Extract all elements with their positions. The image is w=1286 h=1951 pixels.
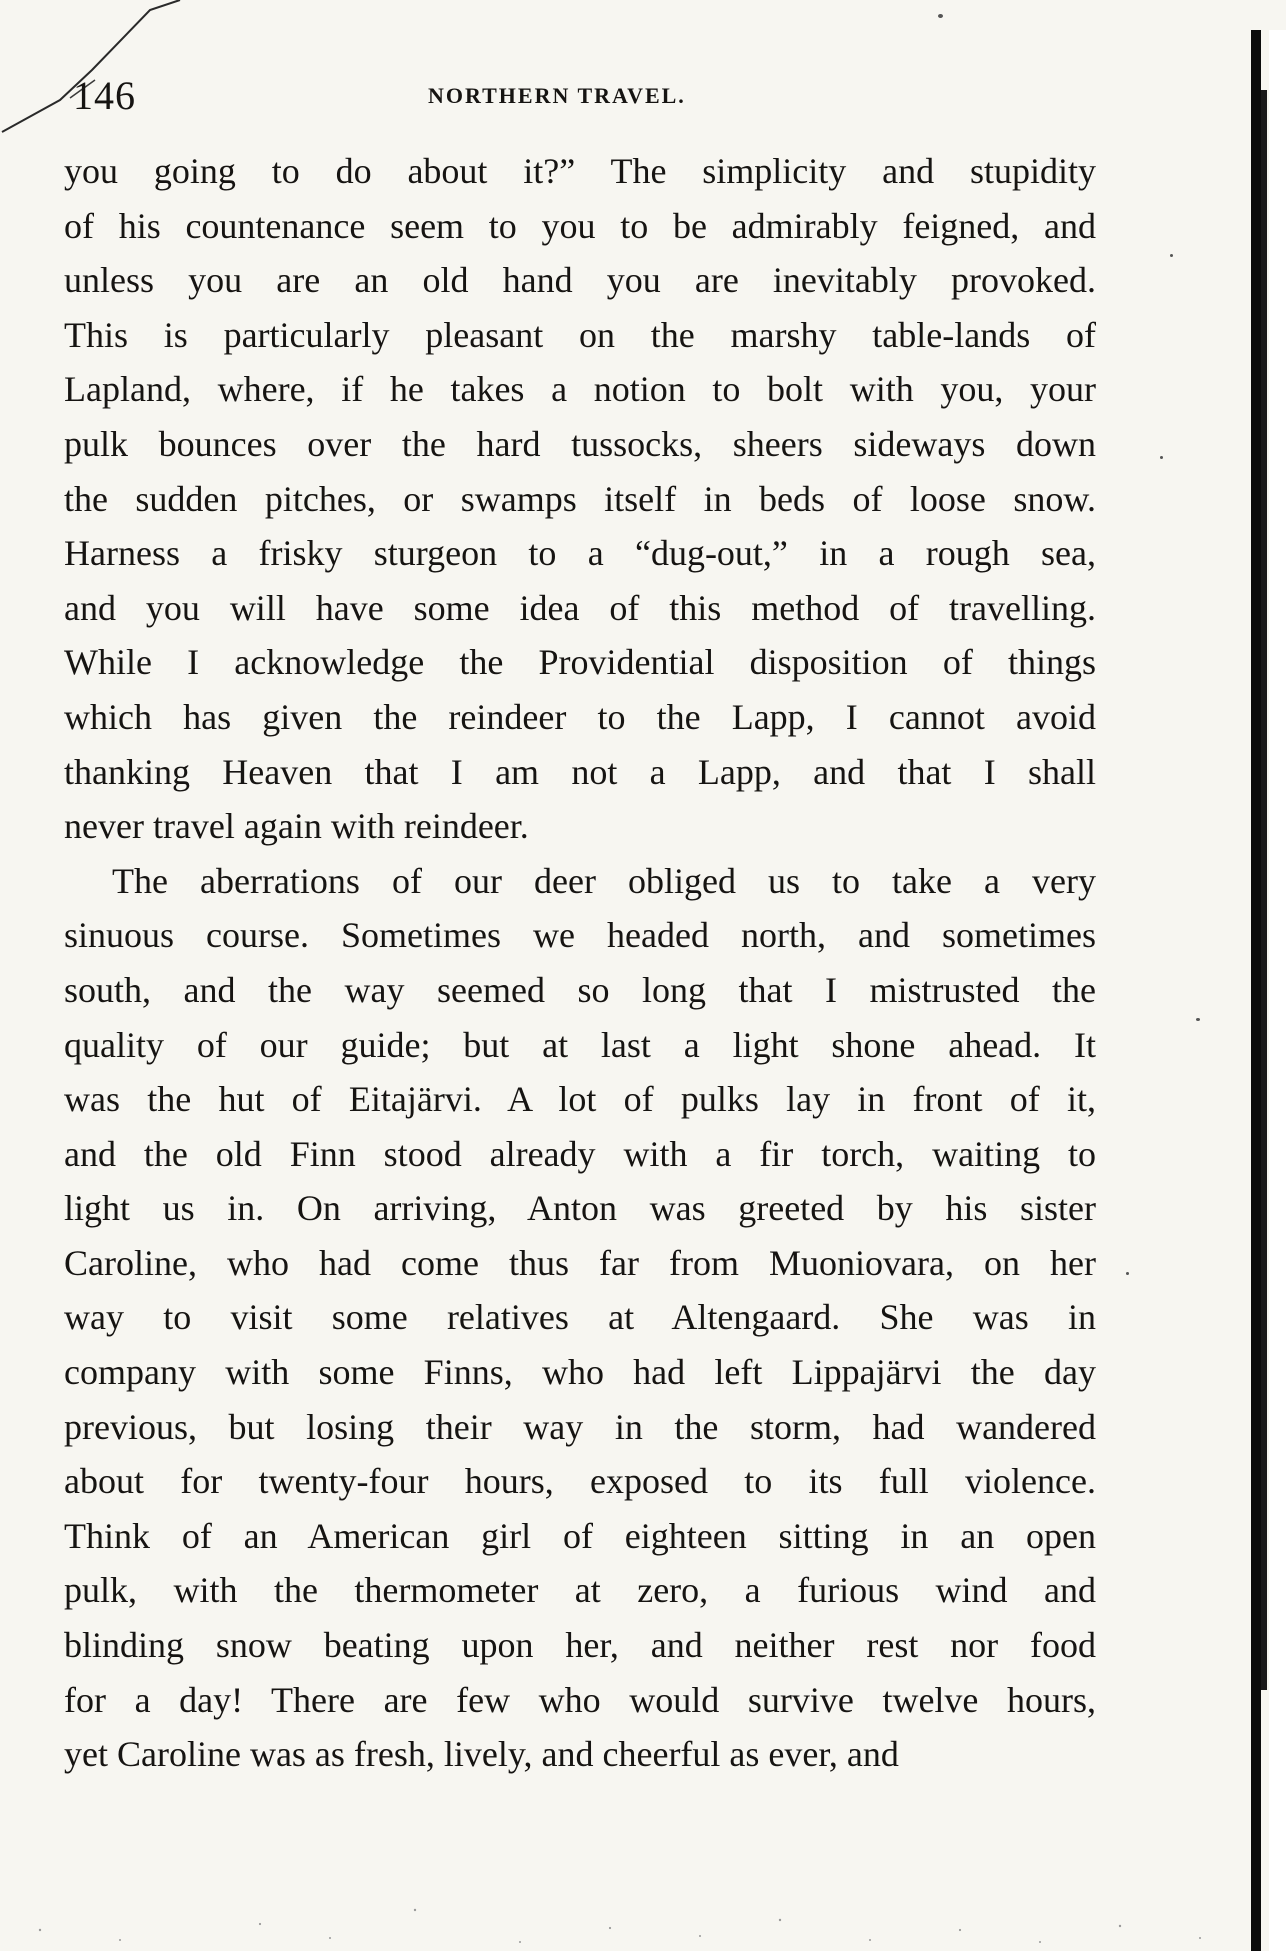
text-line: of his countenance seem to you to be admirably feigned, and [64, 205, 1096, 246]
text-line: sinuous course. Sometimes we headed north, and sometimes [64, 915, 1096, 956]
running-title: NORTHERN TRAVEL. [428, 83, 686, 108]
edge-speck [1126, 1272, 1129, 1275]
text-line: Lapland, where, if he takes a notion to bolt with you, your [64, 369, 1096, 410]
text-line: Caroline, who had come thus far from Muoniovara, on her [64, 1242, 1096, 1283]
edge-speck [1170, 254, 1173, 257]
text-line: blinding snow beating upon her, and neither rest nor food [64, 1625, 1096, 1666]
text-line: pulk, with the thermometer at zero, a furious wind and [64, 1570, 1096, 1611]
text-line: While I acknowledge the Providential disposition of things [64, 642, 1096, 683]
text-line: you going to do about it?” The simplicity and stupidity [64, 151, 1096, 191]
text-line: about for twenty-four hours, exposed to its full violence. [64, 1461, 1096, 1502]
text-line: pulk bounces over the hard tussocks, sheers sideways down [64, 423, 1096, 464]
text-line: thanking Heaven that I am not a Lapp, and that I shall [64, 751, 1096, 792]
text-line: for a day! There are few who would survive twelve hours, [64, 1679, 1096, 1720]
text-line: quality of our guide; but at last a light shone ahead. It [64, 1024, 1096, 1065]
text-line: previous, but losing their way in the storm, had wandered [64, 1406, 1096, 1447]
edge-speck [1160, 456, 1163, 459]
text-line: the sudden pitches, or swamps itself in beds of loose snow. [64, 478, 1096, 519]
binding-edge [1247, 30, 1286, 1951]
text-line: south, and the way seemed so long that I mistrusted the [64, 969, 1096, 1010]
scan-noise [0, 1880, 1286, 1951]
text-line: never travel again with reindeer. [64, 806, 529, 847]
text-line: Think of an American girl of eighteen sitting in an open [64, 1515, 1096, 1556]
page-number: 146 [73, 73, 136, 118]
text-line: company with some Finns, who had left Lippajärvi the day [64, 1352, 1096, 1393]
text-line: and the old Finn stood already with a fir torch, waiting to [64, 1133, 1096, 1174]
text-line: was the hut of Eitajärvi. A lot of pulks lay in front of it, [64, 1079, 1096, 1120]
text-line: Harness a frisky sturgeon to a “dug-out,” in a rough sea, [64, 533, 1096, 574]
text-line: The aberrations of our deer obliged us to take a very [112, 860, 1096, 901]
text-line: light us in. On arriving, Anton was greeted by his sister [64, 1188, 1096, 1229]
text-line: and you will have some idea of this method of travelling. [64, 587, 1096, 628]
edge-speck [1196, 1018, 1200, 1021]
text-line: which has given the reindeer to the Lapp, I cannot avoid [64, 696, 1096, 737]
text-line: This is particularly pleasant on the marshy table-lands of [64, 314, 1096, 355]
text-line: way to visit some relatives at Altengaard. She was in [64, 1297, 1096, 1338]
text-line: yet Caroline was as fresh, lively, and cheerful as ever, and [64, 1734, 899, 1775]
edge-speck [938, 14, 943, 18]
text-line: unless you are an old hand you are inevitably provoked. [64, 260, 1096, 301]
body-text [64, 144, 1096, 1782]
